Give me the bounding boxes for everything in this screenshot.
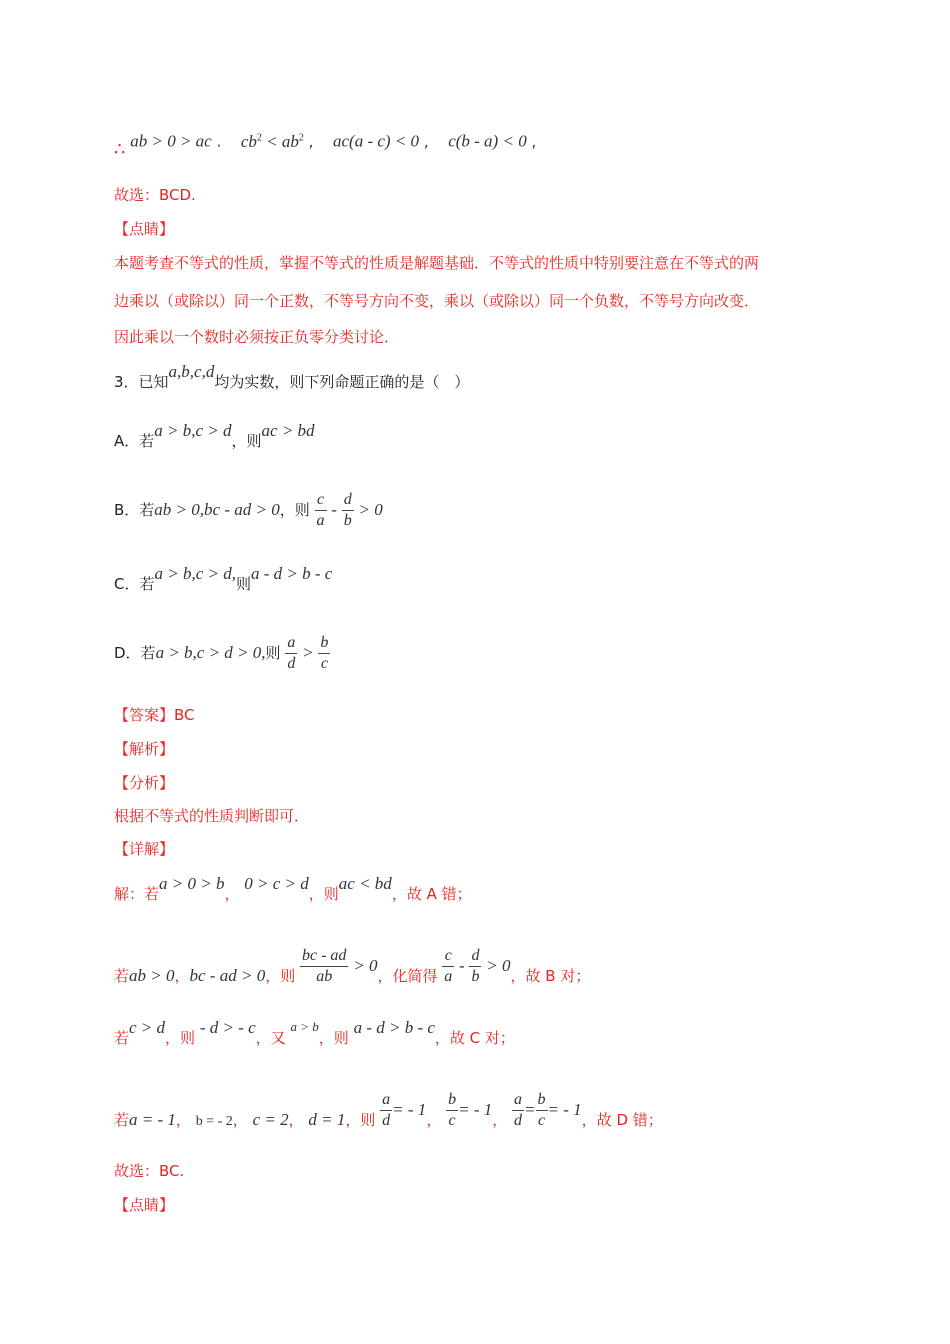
fenxi-label: 【分析】 xyxy=(114,774,175,792)
separator: , xyxy=(423,132,429,151)
dianjing-label: 【点睛】 xyxy=(114,220,175,238)
detail-line-4: 若a = - 1， b = - 2， c = 2， d = 1，则 $\frac{a}{d}$ = - 1， $\frac{b}{c}$ = - 1， $\frac{a}{d}$ = $\frac{b}{c}$ = - 1，故 D 错； xyxy=(114,1091,663,1129)
conclusion-line xyxy=(114,128,537,160)
option-b: B．若ab > 0,bc - ad > 0，则 $\frac{c}{a}$ - $\frac{d}{b}$ > 0 xyxy=(114,491,383,529)
fraction: $\frac{d}{b}$ xyxy=(343,491,352,529)
dianjing-label-2: 【点睛】 xyxy=(114,1196,175,1214)
fraction: $\frac{c}{a}$ xyxy=(444,947,453,985)
therefore-symbol: ∴ xyxy=(114,138,126,160)
answer-line: 【答案】BC xyxy=(114,706,195,724)
math-expr: ac(a - c) < 0 xyxy=(333,131,420,151)
math-vars: a,b,c,d xyxy=(168,362,215,381)
math-expr: ab > 0 > ac xyxy=(130,131,212,151)
xiangjie-label: 【详解】 xyxy=(114,840,175,858)
detail-line-3: 若c > d，则 - d > - c，又 a > b，则 a - d > b - c，故 C 对； xyxy=(114,1018,515,1047)
fraction: $\frac{b}{c}$ xyxy=(320,634,329,672)
fraction: $\frac{a}{d}$ xyxy=(382,1091,391,1129)
separator: , xyxy=(308,132,314,151)
fraction: $\frac{bc - ad}{ab}$ xyxy=(302,947,347,985)
detail-line-1: 解：若a > 0 > b， 0 > c > d，则ac < bd，故 A 错； xyxy=(114,874,472,903)
fraction: $\frac{b}{c}$ xyxy=(448,1091,457,1129)
final-answer: 故选：BC. xyxy=(114,1162,185,1180)
dianjing-text-2: 边乘以（或除以）同一个正数，不等号方向不变，乘以（或除以）同一个负数，不等号方向改变． xyxy=(114,292,760,310)
question-3-stem: 3．已知a,b,c,d均为实数，则下列命题正确的是（ ） xyxy=(114,362,470,391)
separator: . xyxy=(216,132,222,151)
fraction: $\frac{c}{a}$ xyxy=(316,491,325,529)
option-c: C．若a > b,c > d,则a - d > b - c xyxy=(114,564,333,593)
math-expr: $cb^2 < ab^2$ xyxy=(240,131,304,151)
prev-answer: 故选：BCD. xyxy=(114,186,196,204)
fraction: $\frac{a}{d}$ xyxy=(287,634,296,672)
jiexi-label: 【解析】 xyxy=(114,740,175,758)
option-a: A．若a > b,c > d，则ac > bd xyxy=(114,421,315,450)
separator: , xyxy=(531,132,537,151)
fenxi-text: 根据不等式的性质判断即可． xyxy=(114,807,310,825)
detail-line-2: 若ab > 0，bc - ad > 0，则 $\frac{bc - ad}{ab}$ > 0，化简得 $\frac{c}{a}$ - $\frac{d}{b}$ > 0，故 B 对； xyxy=(114,947,591,985)
dianjing-text-3: 因此乘以一个数时必须按正负零分类讨论． xyxy=(114,328,400,346)
math-expr: c(b - a) < 0 xyxy=(448,131,527,151)
fraction: $\frac{d}{b}$ xyxy=(471,947,480,985)
fraction: $\frac{b}{c}$ xyxy=(537,1091,546,1129)
dianjing-text-1: 本题考查不等式的性质，掌握不等式的性质是解题基础．不等式的性质中特别要注意在不等式的两 xyxy=(114,254,760,272)
option-d: D．若a > b,c > d > 0,则 $\frac{a}{d}$ > $\frac{b}{c}$ xyxy=(114,634,329,672)
fraction: $\frac{a}{d}$ xyxy=(514,1091,523,1129)
